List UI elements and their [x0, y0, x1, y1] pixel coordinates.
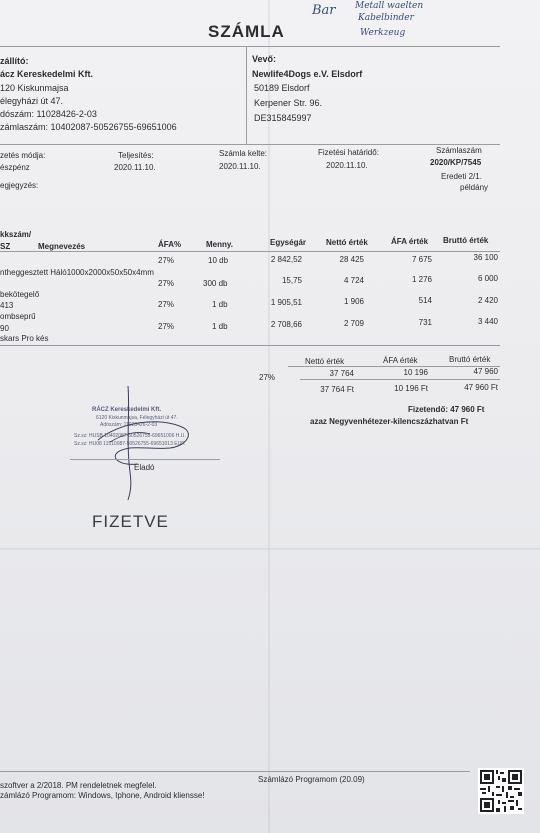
row-vat: 27% [158, 300, 175, 309]
row-qty: 1 db [212, 300, 228, 309]
copy-note: Eredeti 2/1. [441, 172, 482, 181]
paid-mark: FIZETVE [92, 512, 169, 531]
seller-street: élegyházi út 47. [0, 96, 64, 106]
row-vat-amount: 7 675 [411, 255, 432, 264]
stamp-line: Sz.sz: HUSB 10402087-50526755-69651006 H.U. [74, 433, 186, 439]
remark-label: egjegyzés: [0, 181, 39, 190]
summary-net: 37 764 [329, 369, 354, 378]
row-vat: 27% [158, 279, 175, 288]
summary-gross-label: Bruttó érték [449, 355, 491, 364]
stamp-line: Adószám: 11028426-2-03 [100, 422, 158, 428]
handwritten-note-2: Metall waelten [355, 1, 424, 11]
row-gross: 6 000 [477, 274, 498, 283]
issue-date-label: Számla kelte: [219, 149, 268, 158]
summary-vat: 10 196 [403, 368, 428, 377]
divider [0, 46, 500, 47]
row-vat: 27% [158, 322, 175, 331]
paper-fold-vertical [268, 0, 270, 833]
table-header-code-top: kkszám/ [0, 230, 32, 239]
row-qty: 10 db [208, 256, 229, 265]
row-code: 413 [0, 301, 14, 310]
table-header-net: Nettó érték [326, 238, 368, 247]
row-unit-price: 2 842,52 [270, 255, 302, 264]
performance-date-value: 2020.11.10. [114, 163, 156, 172]
buyer-name: Newlife4Dogs e.V. Elsdorf [252, 69, 363, 79]
row-net: 28 425 [339, 255, 364, 264]
table-header-gross: Bruttó érték [443, 236, 489, 245]
footer-program: Számlázó Programom (20.09) [258, 775, 365, 784]
table-header-vat-amount: ÁFA érték [391, 237, 429, 246]
summary-gross-total: 47 960 Ft [464, 383, 498, 392]
summary-rate: 27% [259, 373, 276, 382]
summary-gross: 47 960 [473, 367, 498, 376]
buyer-city: 50189 Elsdorf [254, 83, 310, 93]
handwritten-note-4: Werkzeug [360, 28, 406, 38]
footer-divider [0, 771, 470, 772]
summary-net-total: 37 764 Ft [320, 385, 354, 394]
row-gross: 3 440 [477, 317, 498, 326]
payable-amount: Fizetendő: 47 960 Ft [408, 405, 485, 414]
payment-method-value: észpénz [0, 163, 30, 172]
table-header-name: Megnevezés [38, 242, 86, 251]
seller-account: zámlaszám: 10402087-50526755-69651006 [0, 122, 177, 132]
issue-date-value: 2020.11.10. [219, 162, 261, 171]
signature-scribble [90, 382, 210, 502]
summary-net-label: Nettó érték [305, 357, 345, 366]
row-unit-price: 2 708,66 [270, 320, 302, 329]
summary-vat-total: 10 196 Ft [394, 384, 428, 393]
table-header-vat: ÁFA% [158, 240, 182, 249]
row-name: ntheggesztett Háló1000x2000x50x50x4mm [0, 268, 154, 277]
due-date-value: 2020.11.10. [326, 161, 368, 170]
divider [300, 379, 500, 380]
seller-signature-label: Eladó [134, 463, 155, 472]
paper-fold-horizontal [0, 548, 540, 550]
row-net: 4 724 [343, 276, 364, 285]
stamp-line: RÁCZ Kereskedelmi Kft. [92, 407, 162, 413]
payment-method-label: zetés módja: [0, 151, 46, 160]
table-header-unit-price: Egységár [270, 238, 307, 247]
row-unit-price: 1 905,51 [270, 298, 302, 307]
row-name: skars Pro kés [0, 334, 49, 343]
row-name: ombseprű [0, 312, 36, 321]
handwritten-note-1: Bar [312, 3, 336, 18]
stamp-line: 6120 Kiskunmajsa, Félegyházi út 47. [96, 415, 178, 421]
seller-tax-id: dószám: 11028426-2-03 [0, 109, 97, 119]
divider [0, 144, 500, 145]
handwritten-note-3: Kabelbinder [358, 13, 414, 23]
invoice-title: SZÁMLA [208, 22, 285, 41]
due-date-label: Fizetési határidő: [318, 148, 379, 157]
footer-software: zámlázó Programom: Windows, Iphone, Android kliensse! [0, 791, 205, 800]
table-header-divider [0, 251, 500, 252]
row-net: 2 709 [343, 319, 364, 328]
row-vat: 27% [158, 256, 175, 265]
row-qty: 1 db [212, 322, 228, 331]
row-code: 90 [0, 324, 9, 333]
signature-line [70, 459, 220, 460]
footer-compliance: szoftver a 2/2018. PM rendeletnek megfelel. [0, 781, 157, 790]
seller-name: ácz Kereskedelmi Kft. [0, 69, 94, 79]
invoice-number-value: 2020/KP/7545 [430, 158, 482, 167]
table-bottom-divider [0, 345, 500, 346]
performance-date-label: Teljesítés: [118, 151, 154, 160]
buyer-label: Vevő: [252, 54, 277, 64]
row-gross: 2 420 [477, 296, 498, 305]
row-name: bekötegelő [0, 290, 40, 299]
payable-in-words: azaz Negyvenhétezer-kilencszázhatvan Ft [310, 417, 469, 426]
table-header-qty: Menny. [206, 240, 233, 249]
qr-code [478, 768, 524, 814]
stamp-line: Sz.sz: HU08 11510087-50526755-69651013 EUR [74, 441, 185, 447]
row-vat-amount: 1 276 [411, 275, 432, 284]
row-qty: 300 db [203, 279, 228, 288]
divider [246, 46, 247, 144]
seller-label: zállító: [0, 56, 29, 66]
row-gross: 36 100 [473, 253, 498, 262]
seller-city: 120 Kiskunmajsa [0, 83, 69, 93]
row-vat-amount: 731 [418, 318, 432, 327]
copy-note-2: példány [460, 183, 489, 192]
table-header-code: SZ [0, 242, 11, 251]
summary-vat-label: ÁFA érték [383, 356, 418, 365]
row-vat-amount: 514 [418, 296, 432, 305]
row-unit-price: 15,75 [281, 276, 302, 285]
invoice-number-label: Számlaszám [436, 146, 482, 155]
buyer-street: Kerpener Str. 96. [254, 98, 323, 108]
buyer-tax-id: DE315845997 [254, 113, 312, 123]
row-net: 1 906 [343, 297, 364, 306]
